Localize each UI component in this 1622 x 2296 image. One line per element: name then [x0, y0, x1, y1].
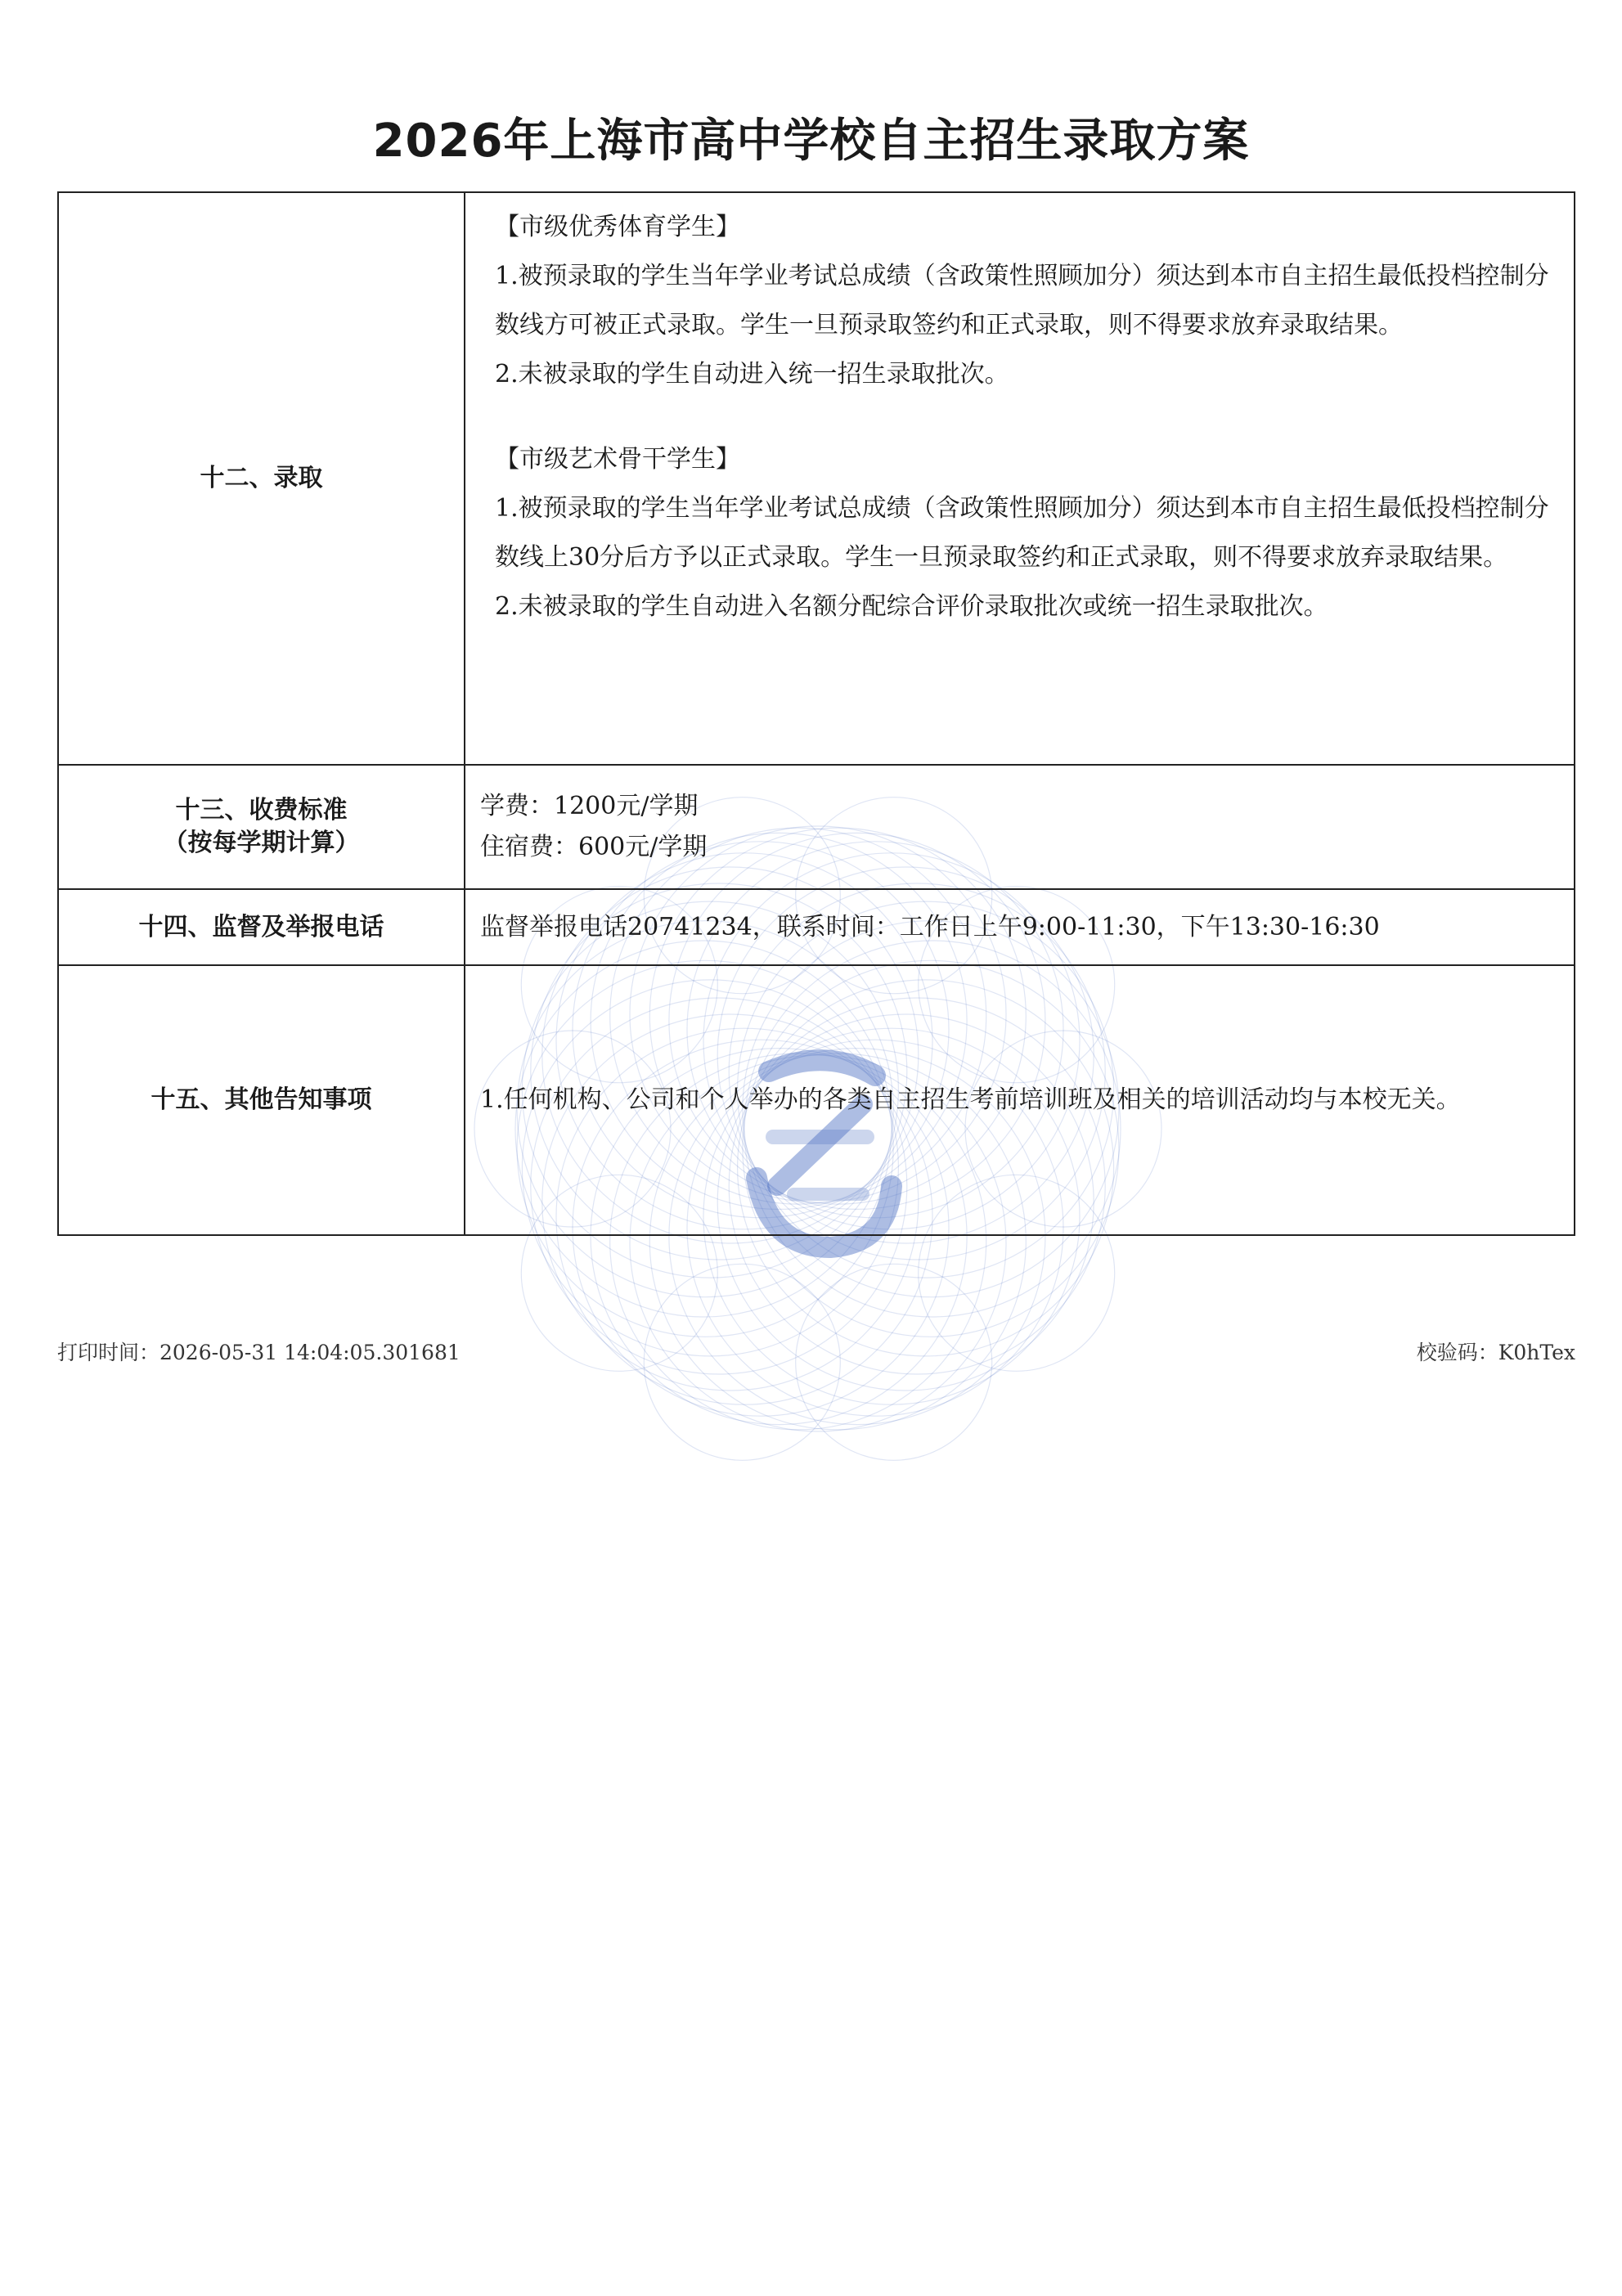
row-content-hotline: 监督举报电话20741234，联系时间：工作日上午9:00-11:30，下午13:30-16:30 [465, 889, 1575, 965]
guilloche-petal [644, 1264, 840, 1460]
label-line: 十三、收费标准 [175, 796, 348, 824]
row-label-admission: 十二、录取 [58, 192, 465, 765]
check-code: 校验码：K0hTex [1416, 1341, 1575, 1364]
row-content-notices: 1.任何机构、公司和个人举办的各类自主招生考前培训班及相关的培训活动均与本校无关。 [465, 965, 1575, 1235]
document-title: 2026年上海市高中学校自主招生录取方案 [372, 115, 1250, 168]
row-label-fees [58, 765, 465, 889]
paragraph: 2.未被录取的学生自动进入名额分配综合评价录取批次或统一招生录取批次。 [495, 592, 1328, 621]
paragraph: 2.未被录取的学生自动进入统一招生录取批次。 [495, 360, 1009, 389]
table-row [58, 965, 1575, 1235]
row-content-admission [465, 192, 1575, 765]
paragraph: 1.被预录取的学生当年学业考试总成绩（含政策性照顾加分）须达到本市自主招生最低投档控制分数线方可被正式录取。学生一旦预录取签约和正式录取，则不得要求放弃录取结果。 [495, 262, 1549, 339]
section-heading-sports: 【市级优秀体育学生】 [495, 213, 740, 241]
row-content-fees [465, 765, 1575, 889]
row-label-notices: 十五、其他告知事项 [58, 965, 465, 1235]
admission-table [57, 191, 1575, 1236]
row-label-hotline: 十四、监督及举报电话 [58, 889, 465, 965]
guilloche-petal [796, 1264, 992, 1460]
paragraph: 1.被预录取的学生当年学业考试总成绩（含政策性照顾加分）须达到本市自主招生最低投档控制分数线上30分后方予以正式录取。学生一旦预录取签约和正式录取，则不得要求放弃录取结果。 [495, 494, 1549, 572]
table-row [58, 192, 1575, 765]
table-row [58, 889, 1575, 965]
print-time: 打印时间：2026-05-31 14:04:05.301681 [57, 1341, 461, 1364]
table-row [58, 765, 1575, 889]
fee-line: 学费：1200元/学期 [480, 792, 699, 820]
label-line: （按每学期计算） [163, 829, 360, 857]
section-heading-arts: 【市级艺术骨干学生】 [495, 445, 740, 474]
fee-line: 住宿费：600元/学期 [480, 833, 708, 861]
section-spacer [480, 399, 1559, 435]
